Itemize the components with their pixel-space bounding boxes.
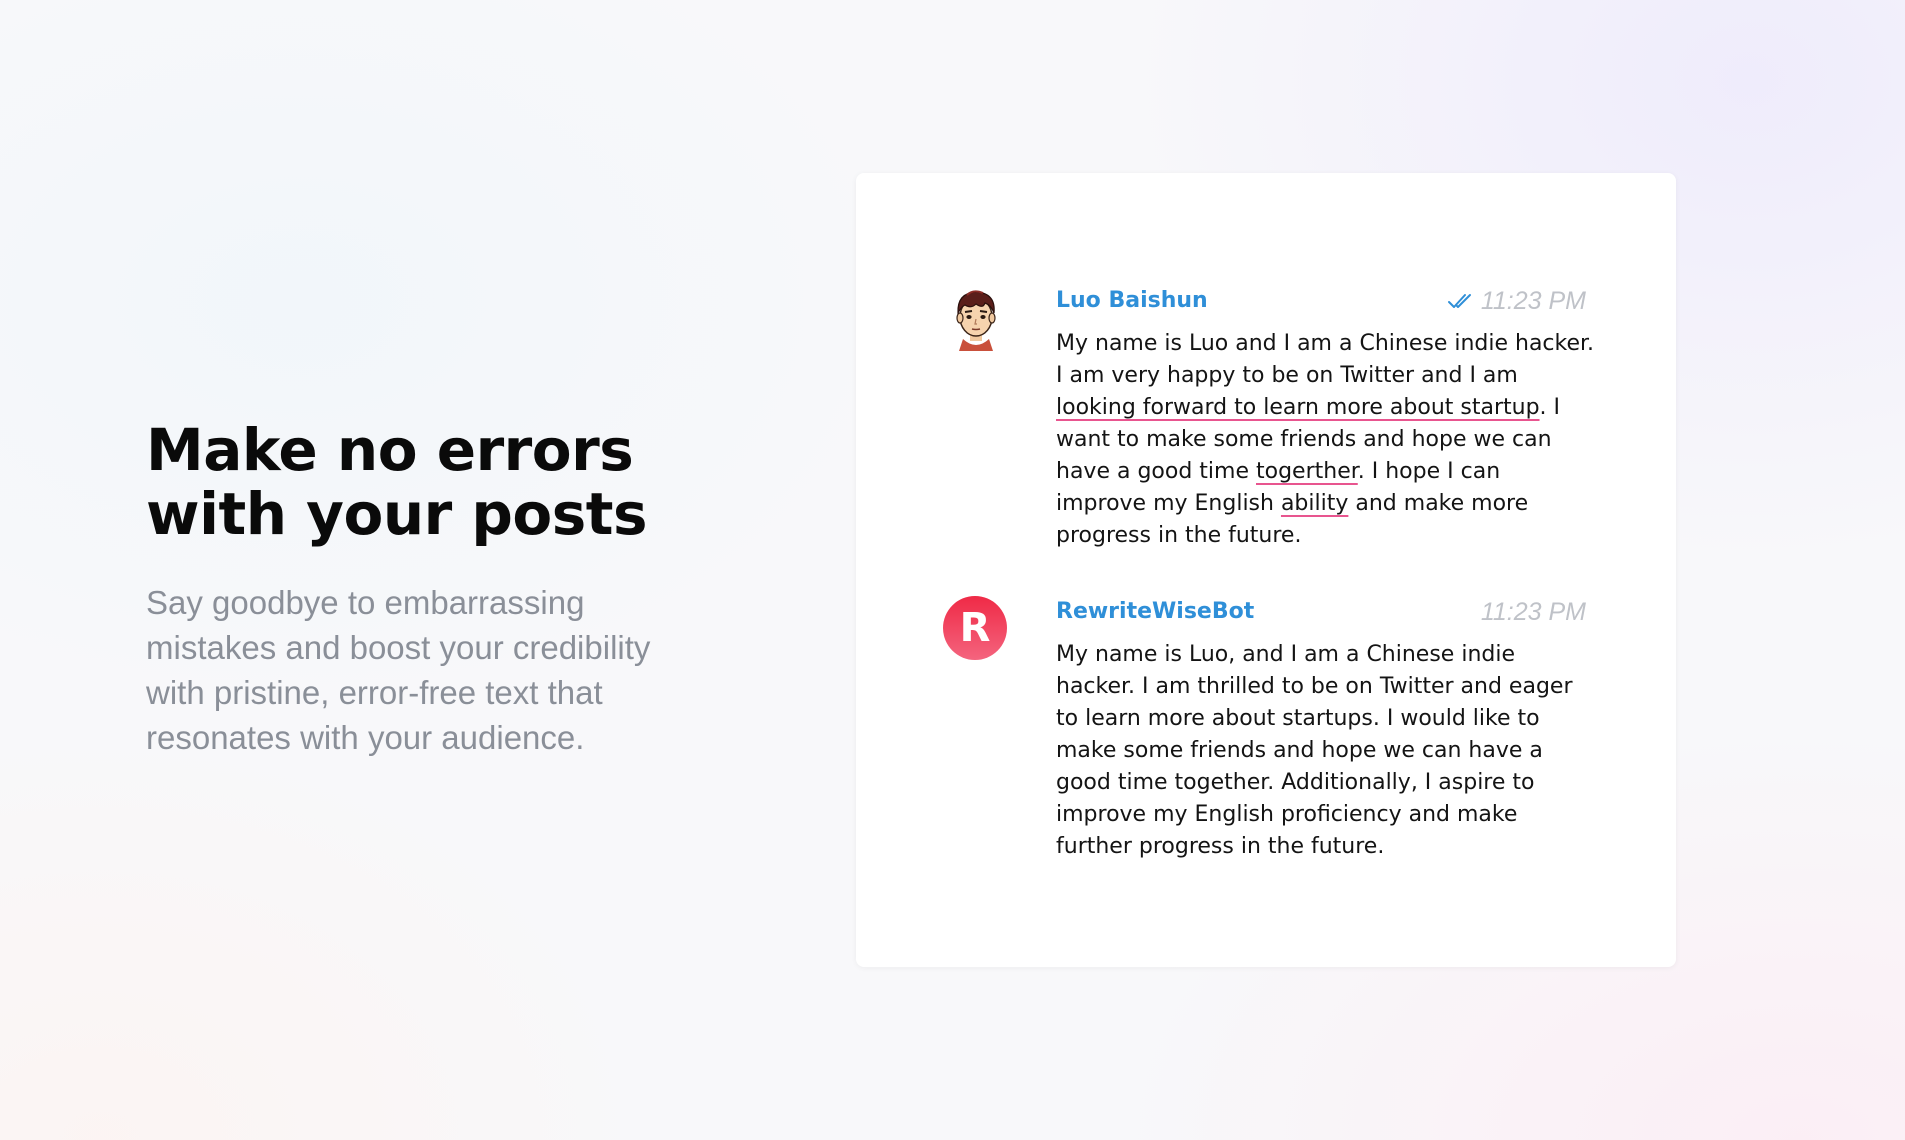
text-segment: . I hope I can improve my English xyxy=(1056,459,1501,516)
user-name[interactable]: Luo Baishun xyxy=(1056,288,1208,313)
hero-subtitle: Say goodbye to embarrassing mistakes and boost your credibility with pristine, error-free text that resonates with your audience. xyxy=(146,584,651,756)
double-check-icon xyxy=(1447,291,1473,311)
text-segment: My name is Luo and I am a Chinese indie hacker. I am very happy to be on Twitter and I am xyxy=(1056,331,1595,388)
error-segment[interactable]: togerther xyxy=(1256,459,1358,484)
bot-avatar xyxy=(943,596,1007,660)
bot-message-header xyxy=(1056,596,1586,628)
user-avatar-image xyxy=(943,285,1009,351)
hero-section xyxy=(146,418,706,760)
bot-message-text: My name is Luo, and I am a Chinese indie hacker. I am thrilled to be on Twitter and eager to learn more about startups. I would like to make some friends and hope we can have a good time together. Additionally, I aspire to improve my English proficiency and make further progress in the future. xyxy=(1056,642,1573,859)
hero-title xyxy=(146,418,706,546)
user-message-header xyxy=(1056,285,1586,317)
text-segment: . I want to make some friends and hope we can have a good time xyxy=(1056,395,1561,484)
bot-avatar-letter: R xyxy=(959,605,991,651)
text-segment: and make more progress in the future. xyxy=(1056,491,1529,548)
bot-message-time: 11:23 PM xyxy=(1480,598,1586,626)
error-segment[interactable]: ability xyxy=(1280,491,1349,516)
user-avatar xyxy=(943,285,1009,351)
bot-message-meta xyxy=(1481,596,1586,628)
error-segment[interactable]: looking forward to learn more about startup xyxy=(1056,395,1540,420)
bot-name[interactable]: RewriteWiseBot xyxy=(1056,599,1255,624)
hero-title-line-1: Make no errors xyxy=(146,416,634,484)
user-message-time: 11:23 PM xyxy=(1480,287,1586,315)
user-message-text xyxy=(1056,328,1596,552)
hero-title-line-2: with your posts xyxy=(146,480,648,548)
chat-card xyxy=(856,173,1676,967)
user-message-meta xyxy=(1447,285,1586,317)
